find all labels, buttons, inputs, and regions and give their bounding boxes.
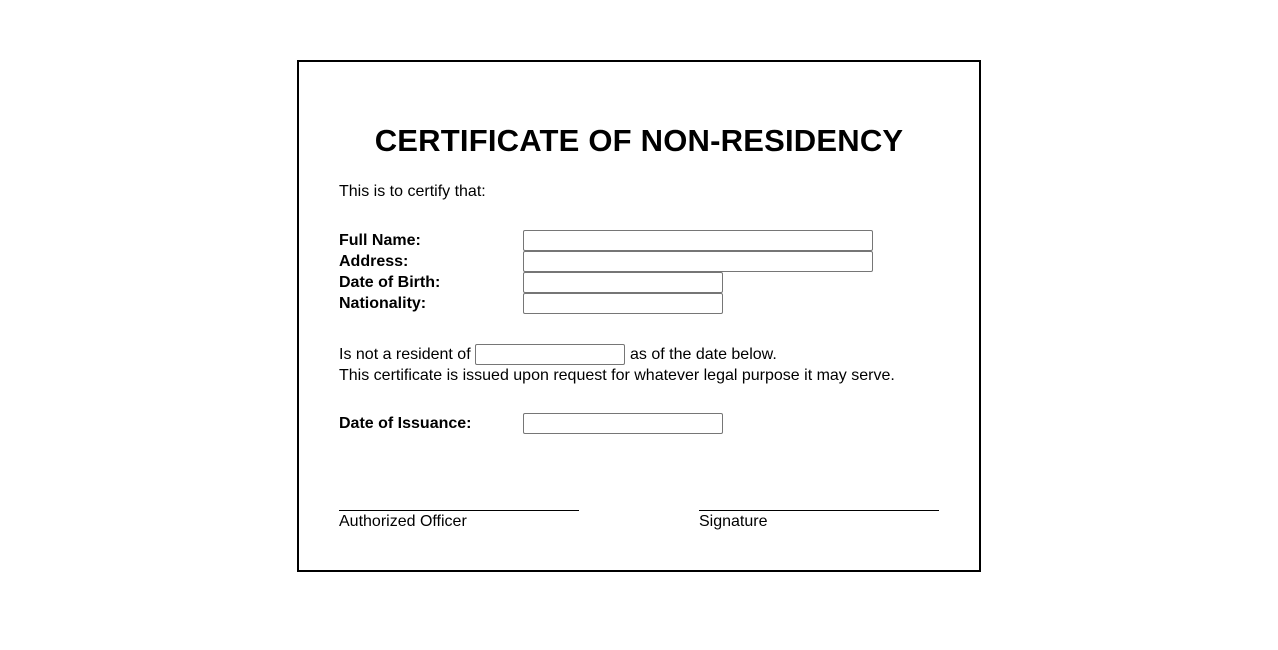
officer-signature-line xyxy=(339,510,579,511)
date-of-birth-field[interactable] xyxy=(523,272,723,293)
date-of-birth-label: Date of Birth: xyxy=(339,274,441,291)
nationality-field[interactable] xyxy=(523,293,723,314)
residency-suffix: as of the date below. xyxy=(630,346,777,363)
issuance-date-field[interactable] xyxy=(523,413,723,434)
signature-label: Signature xyxy=(699,513,768,530)
certificate-title: CERTIFICATE OF NON-RESIDENCY xyxy=(374,123,904,158)
officer-label: Authorized Officer xyxy=(339,513,467,530)
address-label: Address: xyxy=(339,253,409,270)
purpose-text: This certificate is issued upon request for whatever legal purpose it may serve. xyxy=(339,367,895,384)
certificate-frame xyxy=(297,60,981,572)
residency-country-field[interactable] xyxy=(475,344,625,365)
issuance-date-label: Date of Issuance: xyxy=(339,415,472,432)
nationality-label: Nationality: xyxy=(339,295,427,312)
residency-prefix: Is not a resident of xyxy=(339,346,471,363)
full-name-label: Full Name: xyxy=(339,232,421,249)
full-name-field[interactable] xyxy=(523,230,873,251)
intro-text: This is to certify that: xyxy=(339,183,486,200)
address-field[interactable] xyxy=(523,251,873,272)
signature-line xyxy=(699,510,939,511)
